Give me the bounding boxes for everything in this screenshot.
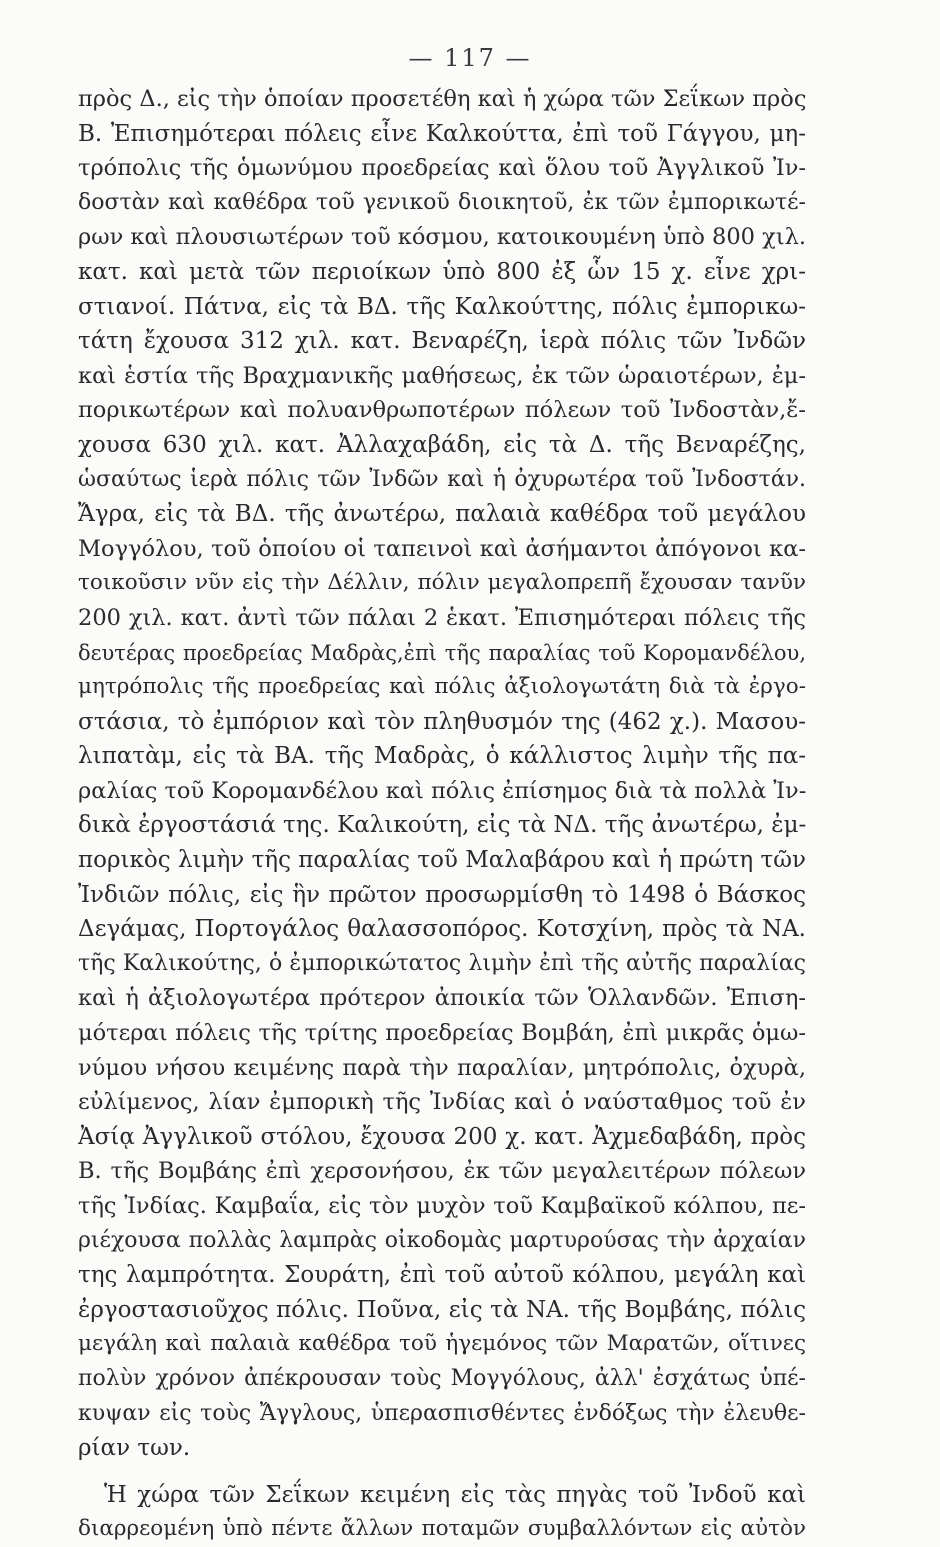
text-line: τάτη ἔχουσα 312 χιλ. κατ. Βεναρέζη, ἱερὰ πόλις τῶν Ἰνδῶν [78,328,806,355]
text-line: στάσια, τὸ ἐμπόριον καὶ τὸν πληθυσμόν της (462 χ.). Μασου- [78,708,806,735]
text-line: της λαμπρότητα. Σουράτη, ἐπὶ τοῦ αὐτοῦ κόλπου, μεγάλη καὶ [78,1262,806,1289]
text-line: Ἄγρα, εἰς τὰ ΒΔ. τῆς ἀνωτέρω, παλαιὰ καθέδρα τοῦ μεγάλου [78,501,806,528]
paragraph [78,1478,806,1547]
text-line: ραλίας τοῦ Κορομανδέλου καὶ πόλις ἐπίσημος διὰ τὰ πολλὰ Ἰν- [78,777,806,804]
text-line: πολὺν χρόνον ἀπέκρουσαν τοὺς Μογγόλους, ἀλλ' ἐσχάτως ὑπέ- [78,1365,806,1391]
text-line: Μογγόλου, τοῦ ὁποίου οἱ ταπεινοὶ καὶ ἀσήμαντοι ἀπόγονοι κα- [78,535,806,562]
text-line: Β. Ἐπισημότεραι πόλεις εἶνε Καλκούττα, ἐπὶ τοῦ Γάγγου, μη- [78,120,806,147]
text-line: πορικὸς λιμὴν τῆς παραλίας τοῦ Μαλαβάρου καὶ ἡ πρώτη τῶν [78,847,806,874]
text-line: κατ. καὶ μετὰ τῶν περιοίκων ὑπὸ 800 ἐξ ὧν 15 χ. εἶνε χρι- [78,258,806,285]
text-line: 200 χιλ. κατ. ἀντὶ τῶν πάλαι 2 ἑκατ. Ἐπισημότεραι πόλεις τῆς [78,604,806,631]
text-line: στιανοί. Πάτνα, εἰς τὰ ΒΔ. τῆς Καλκούττης, πόλις ἐμπορικω- [78,293,806,320]
text-line: πρὸς Δ., εἰς τὴν ὁποίαν προσετέθη καὶ ἡ χώρα τῶν Σεΐκων πρὸς [78,86,806,112]
text-line: δικὰ ἐργοστάσιά της. Καλικούτη, εἰς τὰ ΝΔ. τῆς ἀνωτέρω, ἐμ- [78,812,806,839]
text-line: πορικωτέρων καὶ πολυανθρωποτέρων πόλεων τοῦ Ἰνδοστὰν,ἔ- [78,397,806,424]
text-line: δοστὰν καὶ καθέδρα τοῦ γενικοῦ διοικητοῦ, ἐκ τῶν ἐμπορικωτέ- [78,189,806,215]
text-line: Ἰνδιῶν πόλις, εἰς ἣν πρῶτον προσωρμίσθη τὸ 1498 ὁ Βάσκος [78,881,806,908]
text-line: ρίαν των. [78,1435,191,1462]
text-line: καὶ ἡ ἀξιολογωτέρα πρότερον ἀποικία τῶν Ὁλλανδῶν. Ἐπιση- [78,985,806,1012]
text-line: τῆς Καλικούτης, ὁ ἐμπορικώτατος λιμὴν ἐπὶ τῆς αὐτῆς παραλίας [78,950,806,976]
text-line: Ἀσίᾳ Ἀγγλικοῦ στόλου, ἔχουσα 200 χ. κατ. Ἀχμεδαβάδη, πρὸς [78,1123,806,1150]
text-line: εὐλίμενος, λίαν ἐμπορικὴ τῆς Ἰνδίας καὶ ὁ ναύσταθμος τοῦ ἐν [78,1089,806,1116]
paragraph-gap [78,1466,806,1478]
text-line: χουσα 630 χιλ. κατ. Ἀλλαχαβάδη, εἰς τὰ Δ. τῆς Βεναρέζης, [78,431,806,458]
text-line: μεγάλη καὶ παλαιὰ καθέδρα τοῦ ἡγεμόνος τῶν Μαρατῶν, οἵτινες [78,1331,806,1357]
text-line: διαρρεομένη ὑπὸ πέντε ἄλλων ποταμῶν συμβαλλόντων εἰς αὐτὸν [78,1516,806,1542]
text-line: ρων καὶ πλουσιωτέρων τοῦ κόσμου, κατοικουμένη ὑπὸ 800 χιλ. [78,224,806,251]
text-line: κυψαν εἰς τοὺς Ἄγγλους, ὑπερασπισθέντες ἐνδόξως τὴν ἐλευθε- [78,1400,806,1426]
text-line: τῆς Ἰνδίας. Καμβαΐα, εἰς τὸν μυχὸν τοῦ Καμβαϊκοῦ κόλπου, πε- [78,1193,806,1219]
text-line: ὡσαύτως ἱερὰ πόλις τῶν Ἰνδῶν καὶ ἡ ὀχυρωτέρα τοῦ Ἰνδοστάν. [78,466,806,492]
paragraph [78,82,806,1466]
text-line: ἐργοστασιοῦχος πόλις. Ποῦνα, εἰς τὰ ΝΑ. τῆς Βομβάης, πόλις [78,1296,806,1323]
text-line: τοικοῦσιν νῦν εἰς τὴν Δέλλιν, πόλιν μεγαλοπρεπῆ ἔχουσαν τανῦν [78,570,806,596]
text-line: δευτέρας προεδρείας Μαδρὰς,ἐπὶ τῆς παραλίας τοῦ Κορομανδέλου, [78,640,806,665]
text-line: μότεραι πόλεις τῆς τρίτης προεδρείας Βομβάη, ἐπὶ μικρᾶς ὁμω- [78,1020,806,1047]
page-number: — 117 — [408,44,532,72]
body-text [78,82,806,1547]
text-line: νύμου νήσου κειμένης παρὰ τὴν παραλίαν, μητρόπολις, ὀχυρὰ, [78,1054,806,1081]
text-line: ριέχουσα πολλὰς λαμπρὰς οἰκοδομὰς μαρτυρούσας τὴν ἀρχαίαν [78,1227,806,1253]
text-line: μητρόπολις τῆς προεδρείας καὶ πόλις ἀξιολογωτάτη διὰ τὰ ἐργο- [78,674,806,700]
text-line: Ἡ χώρα τῶν Σεΐκων κειμένη εἰς τὰς πηγὰς τοῦ Ἰνδοῦ καὶ [104,1481,806,1508]
text-line: λιπατὰμ, εἰς τὰ ΒΑ. τῆς Μαδρὰς, ὁ κάλλιστος λιμὴν τῆς πα- [78,743,806,770]
text-line: Β. τῆς Βομβάης ἐπὶ χερσονήσου, ἐκ τῶν μεγαλειτέρων πόλεων [78,1158,806,1185]
text-line: Δεγάμας, Πορτογάλος θαλασσοπόρος. Κοτσχίνη, πρὸς τὰ ΝΑ. [78,916,806,943]
text-line: καὶ ἑστία τῆς Βραχμανικῆς μαθήσεως, ἐκ τῶν ὡραιοτέρων, ἐμ- [78,362,806,389]
text-line: τρόπολις τῆς ὁμωνύμου προεδρείας καὶ ὅλου τοῦ Ἀγγλικοῦ Ἰν- [78,155,806,182]
